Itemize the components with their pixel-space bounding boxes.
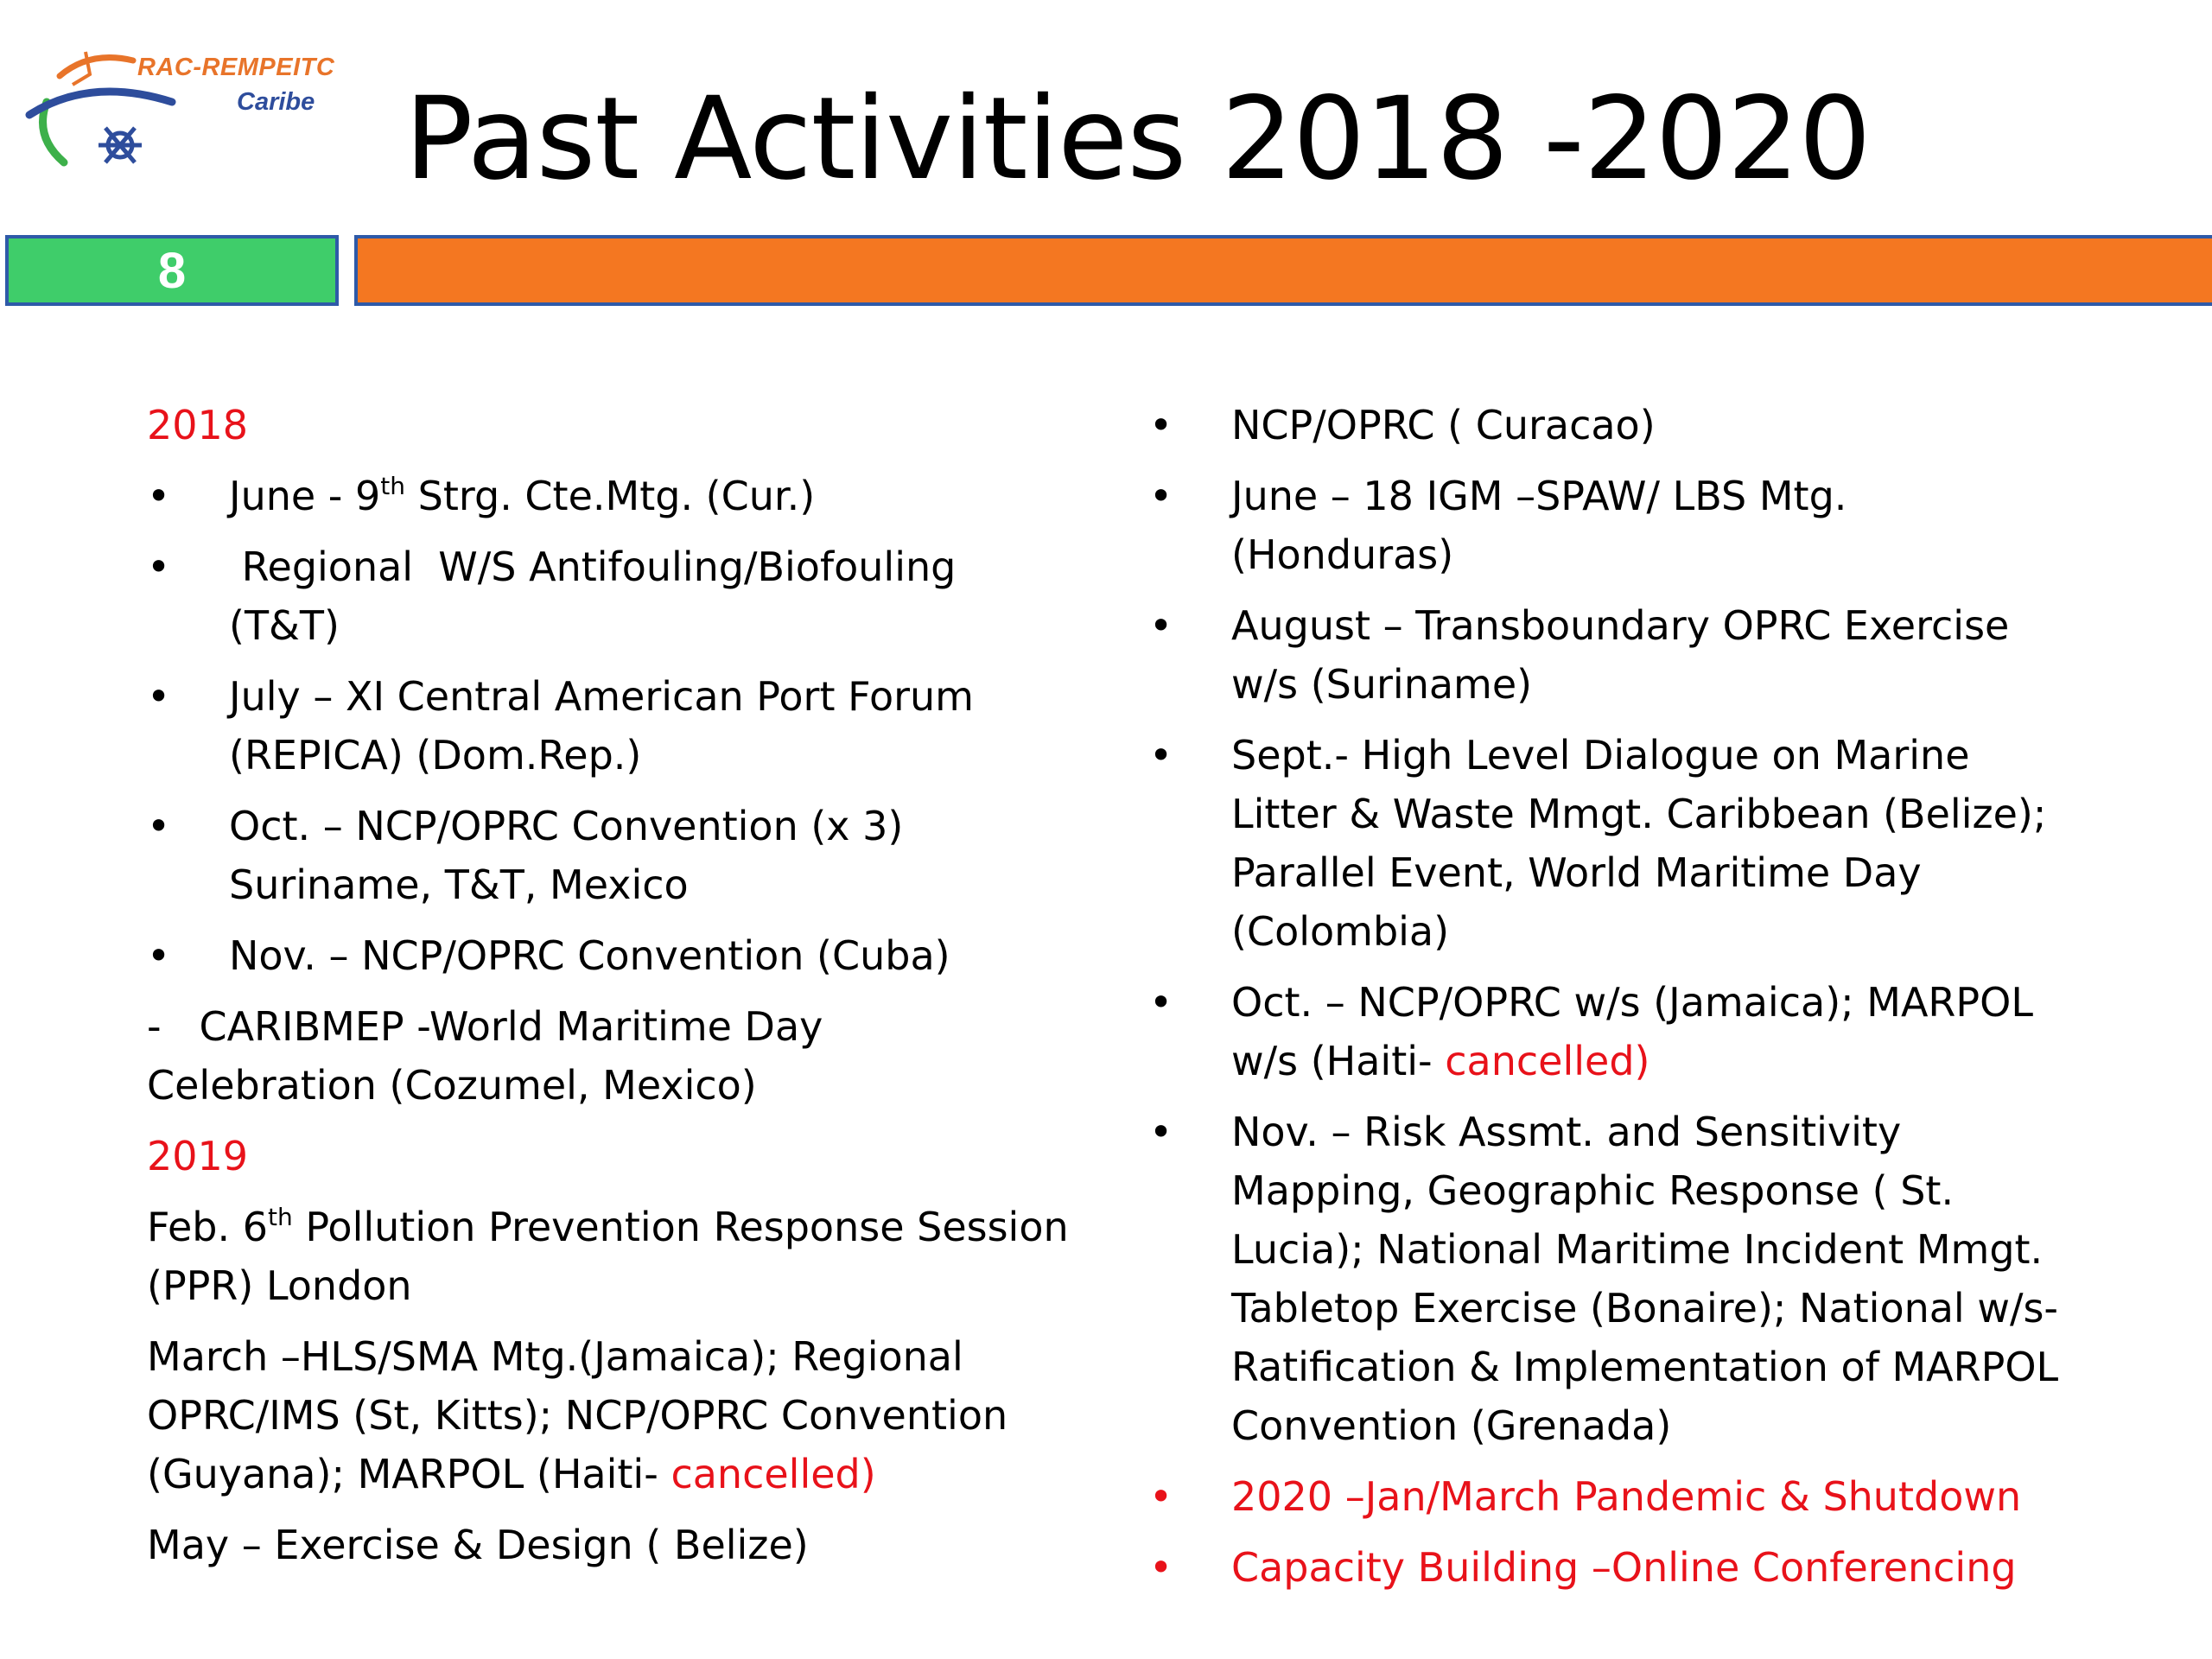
list-item	[147, 667, 1106, 785]
item-text: • Oct. – NCP/OPRC Convention (x 3)	[229, 803, 904, 849]
year-heading-2018: 2018	[147, 402, 249, 448]
slide-number-badge	[5, 235, 339, 306]
item-text: (Guyana); MARPOL (Haiti-	[147, 1451, 671, 1497]
item-text: Pollution Prevention Response Session	[292, 1204, 1069, 1250]
header-bar	[354, 235, 2212, 306]
item-text: Parallel Event, World Maritime Day	[1231, 849, 1922, 896]
item-text: • Nov. – Risk Assmt. and Sensitivity	[1231, 1109, 1902, 1155]
logo-text-secondary: Caribe	[237, 88, 315, 116]
item-text: (Honduras)	[1231, 531, 1454, 578]
superscript: th	[380, 472, 406, 500]
item-text: (Colombia)	[1231, 908, 1450, 955]
page-title: Past Activities 2018 -2020	[404, 73, 1871, 206]
item-text: w/s (Suriname)	[1231, 661, 1533, 708]
slide-number: 8	[157, 242, 187, 299]
item-text: (T&T)	[229, 602, 340, 649]
list-item	[147, 797, 1106, 914]
list-item	[147, 1198, 1106, 1315]
item-text: May – Exercise & Design ( Belize)	[147, 1522, 809, 1568]
right-column	[1149, 396, 2203, 1609]
item-text: • Oct. – NCP/OPRC w/s (Jamaica); MARPOL	[1231, 979, 2033, 1026]
item-text: • June – 18 IGM –SPAW/ LBS Mtg.	[1231, 473, 1847, 519]
list-item	[1149, 596, 2203, 714]
item-text: Litter & Waste Mmgt. Caribbean (Belize);	[1231, 791, 2047, 837]
item-text: Mapping, Geographic Response ( St.	[1231, 1167, 1955, 1214]
superscript: th	[267, 1203, 293, 1231]
list-item	[1149, 1103, 2203, 1455]
item-text: • NCP/OPRC ( Curacao)	[1231, 402, 1656, 448]
item-text: Ratification & Implementation of MARPOL	[1231, 1344, 2059, 1390]
item-text: Lucia); National Maritime Incident Mmgt.	[1231, 1226, 2044, 1273]
item-text: Suriname, T&T, Mexico	[229, 861, 689, 908]
list-item-highlight	[1149, 1538, 2203, 1597]
item-text: (PPR) London	[147, 1262, 412, 1309]
item-text: (REPICA) (Dom.Rep.)	[229, 732, 642, 779]
list-item	[147, 1327, 1106, 1503]
logo	[12, 41, 340, 180]
item-text: June - 9	[229, 473, 381, 519]
list-item	[1149, 467, 2203, 584]
item-text: OPRC/IMS (St, Kitts); NCP/OPRC Convention	[147, 1392, 1008, 1439]
item-text: • Regional W/S Antifouling/Biofouling	[229, 543, 957, 590]
list-item	[147, 467, 1106, 525]
item-text: • Sept.- High Level Dialogue on Marine	[1231, 732, 1970, 779]
item-text: • 2020 –Jan/March Pandemic & Shutdown	[1231, 1473, 2022, 1520]
list-item	[1149, 973, 2203, 1090]
list-item	[1149, 726, 2203, 961]
list-item	[147, 926, 1106, 985]
item-text: Strg. Cte.Mtg. (Cur.)	[405, 473, 816, 519]
item-text: Feb. 6	[147, 1204, 268, 1250]
item-text: • Nov. – NCP/OPRC Convention (Cuba)	[229, 932, 950, 979]
list-item	[1149, 396, 2203, 454]
item-text: • July – XI Central American Port Forum	[229, 673, 974, 720]
item-text: March –HLS/SMA Mtg.(Jamaica); Regional	[147, 1333, 963, 1380]
left-column	[147, 396, 1106, 1586]
item-text: • August – Transboundary OPRC Exercise	[1231, 602, 2010, 649]
logo-text-primary: RAC-REMPEITC	[137, 54, 335, 81]
list-item-highlight	[1149, 1467, 2203, 1526]
list-item	[147, 537, 1106, 655]
item-text: Convention (Grenada)	[1231, 1402, 1672, 1449]
item-text: - CARIBMEP -World Maritime Day	[147, 1003, 823, 1050]
item-text: • Capacity Building –Online Conferencing	[1231, 1544, 2017, 1591]
year-heading-2019: 2019	[147, 1133, 249, 1179]
cancelled-label: cancelled)	[671, 1451, 876, 1497]
item-text: w/s (Haiti-	[1231, 1038, 1446, 1084]
cancelled-label: cancelled)	[1445, 1038, 1650, 1084]
list-item	[147, 997, 1106, 1115]
item-text: Celebration (Cozumel, Mexico)	[147, 1062, 757, 1109]
list-item	[147, 1516, 1106, 1574]
item-text: Tabletop Exercise (Bonaire); National w/s-	[1231, 1285, 2059, 1332]
